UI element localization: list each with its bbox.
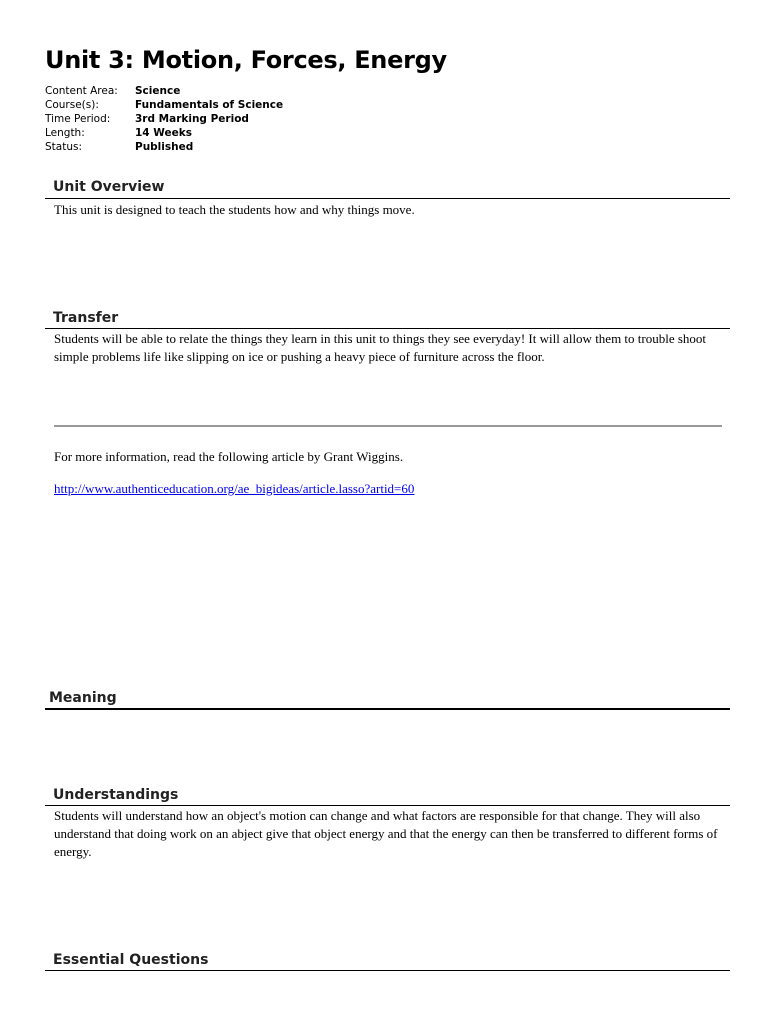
section-heading-essential-questions: Essential Questions [53,952,209,968]
page-title: Unit 3: Motion, Forces, Energy [45,46,447,74]
meta-value: Science [135,85,181,97]
transfer-text: Students will be able to relate the things they learn in this unit to things they see everyday! It will allow them to trouble shoot simple problems life like slipping on ice or pushing a heavy piece of furniture across the floor. [54,331,707,364]
meta-label: Length: [45,127,85,139]
more-info-text: For more information, read the following article by Grant Wiggins. [54,449,404,464]
horizontal-divider [54,425,722,427]
section-divider [45,970,730,971]
section-divider [45,805,730,806]
meta-value: 14 Weeks [135,127,192,139]
meta-row-courses [45,98,283,112]
understandings-text: Students will understand how an object's motion can change and what factors are responsible for that change. They will also understand that doing work on an abject give that object energy and that the energy can then be transferred to different forms of energy. [54,808,718,859]
unit-overview-text: This unit is designed to teach the students how and why things move. [54,202,415,217]
article-link[interactable]: http://www.authenticeducation.org/ae_bigideas/article.lasso?artid=60 [54,481,415,496]
meta-row-length [45,126,283,140]
meta-label: Content Area: [45,85,118,97]
meta-row-status [45,140,283,154]
section-heading-meaning: Meaning [49,690,117,706]
meta-row-time-period [45,112,283,126]
meta-value: Fundamentals of Science [135,99,284,111]
section-heading-transfer: Transfer [53,310,119,326]
section-divider [45,708,730,710]
section-heading-unit-overview: Unit Overview [53,179,165,195]
meta-label: Time Period: [45,113,111,125]
meta-value: 3rd Marking Period [135,113,249,125]
meta-row-content-area [45,84,283,98]
meta-label: Status: [45,141,82,153]
section-heading-understandings: Understandings [53,787,179,803]
unit-metadata [45,84,283,154]
section-divider [45,198,730,199]
meta-value: Published [135,141,194,153]
meta-label: Course(s): [45,99,99,111]
section-divider [45,328,730,329]
